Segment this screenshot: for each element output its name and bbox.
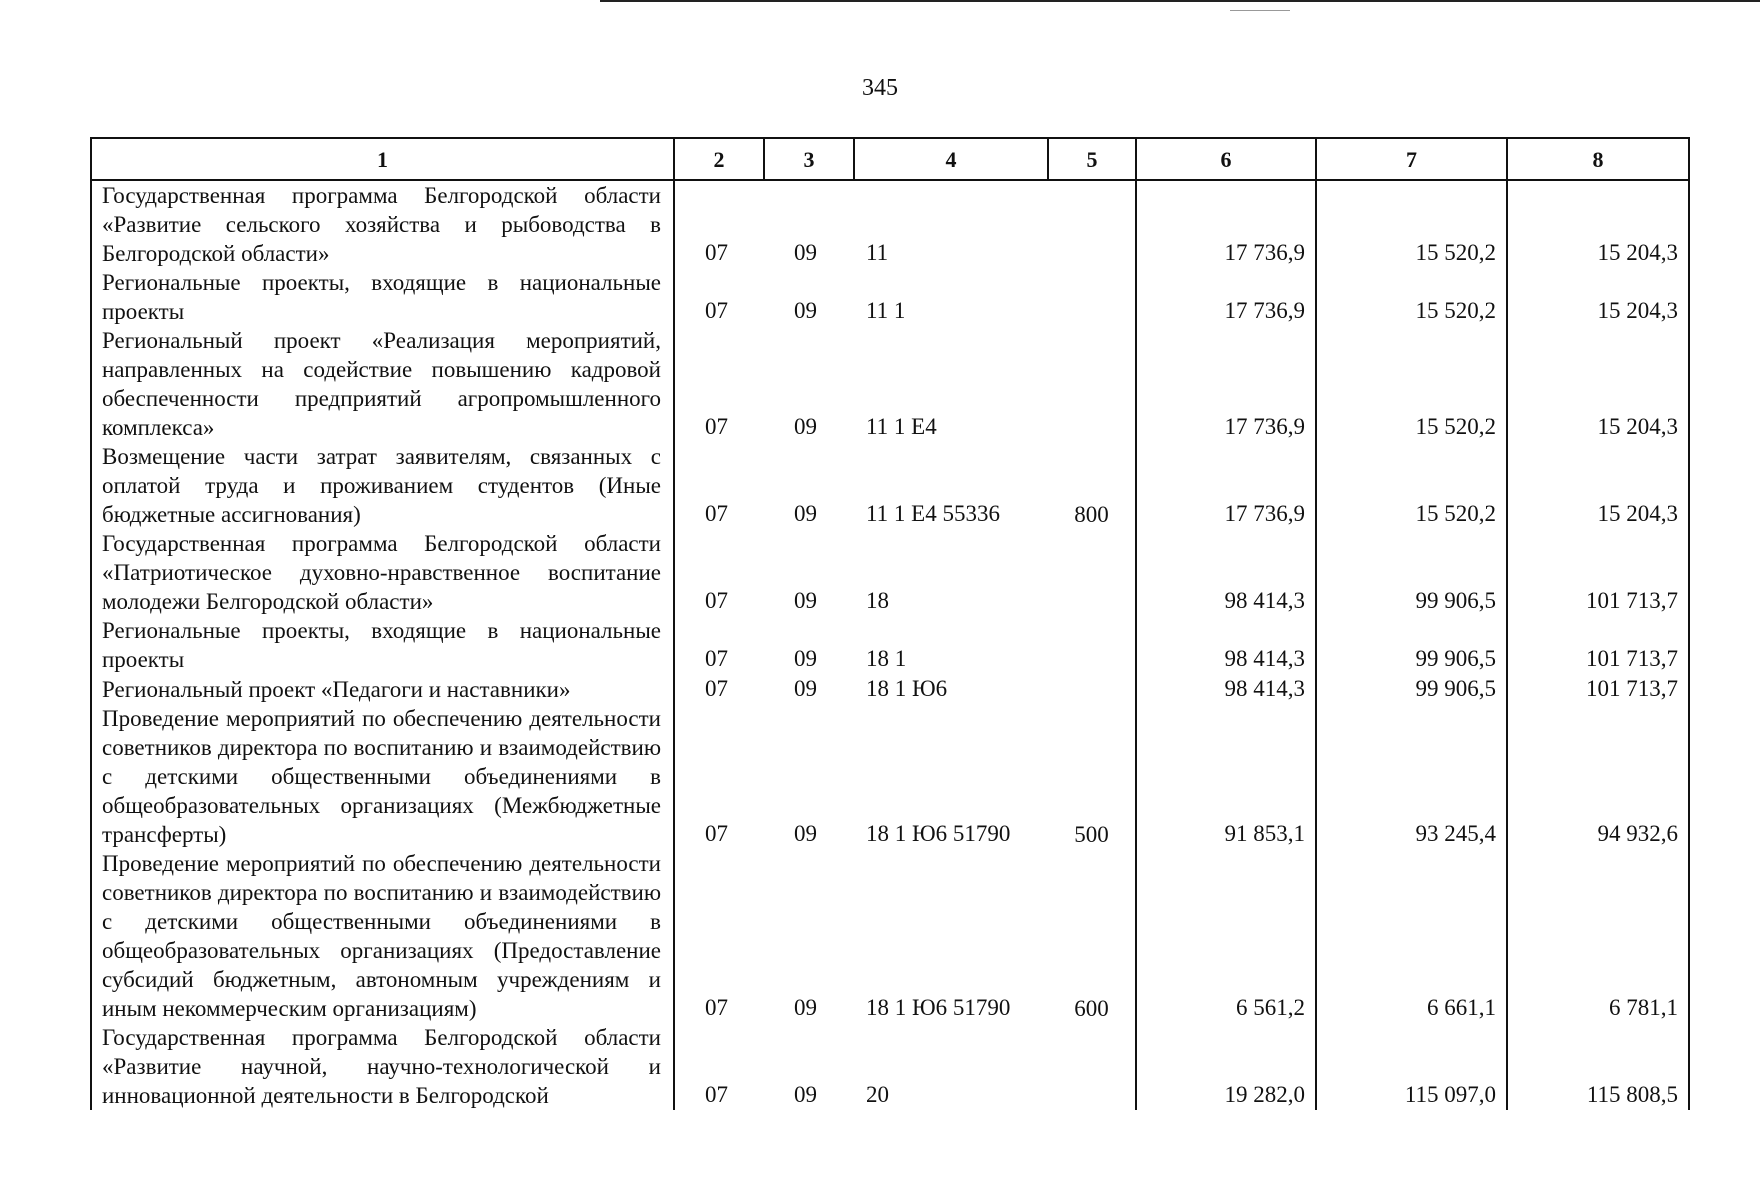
table-row [91,616,1689,674]
row-name-cell [91,326,674,442]
row-cell-c8: 15 204,3 [1507,268,1689,326]
row-cell-c5: 600 [1074,996,1109,1021]
row-cell-c8: 15 204,3 [1507,442,1689,529]
row-name-text: Региональные проекты, входящие в национальные проекты [102,270,661,324]
top-rule-fragment [1230,10,1290,11]
row-cell-c3: 09 [794,821,817,846]
row-cell-c3: 09 [794,588,817,613]
row-cell-c7: 15 520,2 [1316,268,1507,326]
row-cell-c2: 07 [674,674,764,704]
row-cell-c2: 07 [674,326,764,442]
row-cell-c2: 07 [674,616,764,674]
table-row [91,1023,1689,1110]
row-cell-c8: 101 713,7 [1507,616,1689,674]
row-cell-c7: 15 520,2 [1316,442,1507,529]
row-cell-c5 [1048,326,1136,442]
row-cell-c2: 07 [674,704,764,849]
col-header-4: 4 [854,138,1048,180]
table-row [91,849,1689,1023]
row-cell-c5 [1048,674,1136,704]
row-cell-c6: 6 561,2 [1136,849,1316,1023]
row-cell-c3: 09 [794,995,817,1020]
row-cell-c2: 07 [674,529,764,616]
row-cell-c4: 18 1 Ю6 51790 [866,995,1011,1020]
row-cell-c3: 09 [794,1082,817,1107]
col-header-6: 6 [1136,138,1316,180]
row-name-text: Возмещение части затрат заявителям, связанных с оплатой труда и проживанием студентов (Иные бюджетные ассигнования) [102,444,661,527]
row-cell-c4: 18 1 Ю6 51790 [866,821,1011,846]
table-row [91,704,1689,849]
col-header-2: 2 [674,138,764,180]
row-cell-c6: 17 736,9 [1136,326,1316,442]
row-cell-c7: 93 245,4 [1316,704,1507,849]
row-cell-c3: 09 [794,501,817,526]
page-number: 345 [862,75,898,101]
row-cell-c5 [1048,616,1136,674]
row-cell-c8: 101 713,7 [1507,674,1689,704]
row-cell-c8: 94 932,6 [1507,704,1689,849]
row-cell-c6: 98 414,3 [1136,674,1316,704]
row-cell-c5: 800 [1074,502,1109,527]
row-cell-c4: 18 1 Ю6 [866,676,948,701]
col-header-3: 3 [764,138,854,180]
row-name-text: Государственная программа Белгородской области «Развитие научной, научно-технологической и инновационной деятельности в Белгородской [102,1025,661,1108]
row-cell-c3: 09 [794,298,817,323]
row-cell-c8: 101 713,7 [1507,529,1689,616]
col-header-5: 5 [1048,138,1136,180]
col-header-8: 8 [1507,138,1689,180]
row-cell-c2: 07 [674,268,764,326]
header-row [91,138,1689,180]
row-cell-c3: 09 [794,676,817,701]
table-body [91,180,1689,1110]
row-cell-c6: 91 853,1 [1136,704,1316,849]
row-cell-c6: 17 736,9 [1136,268,1316,326]
row-cell-c7: 99 906,5 [1316,674,1507,704]
row-cell-c6: 17 736,9 [1136,180,1316,268]
row-name-cell [91,616,674,674]
row-cell-c4: 20 [866,1082,889,1107]
row-cell-c3: 09 [794,414,817,439]
row-cell-c7: 15 520,2 [1316,326,1507,442]
row-cell-c4: 11 [866,240,889,265]
row-name-text: Государственная программа Белгородской области «Развитие сельского хозяйства и рыбоводства в Белгородской области» [102,183,661,266]
row-cell-c7: 99 906,5 [1316,529,1507,616]
top-rule [600,0,1760,2]
row-cell-c8: 6 781,1 [1507,849,1689,1023]
row-cell-c6: 17 736,9 [1136,442,1316,529]
row-cell-c8: 15 204,3 [1507,326,1689,442]
row-cell-c6: 98 414,3 [1136,616,1316,674]
row-cell-c2: 07 [674,442,764,529]
row-cell-c2: 07 [674,180,764,268]
row-cell-c4: 11 1 Е4 [866,414,937,439]
row-cell-c8: 115 808,5 [1507,1023,1689,1110]
table-row [91,180,1689,268]
row-cell-c4: 18 [866,588,889,613]
row-name-text: Региональный проект «Реализация мероприятий, направленных на содействие повышению кадровой обеспеченности предприятий агропромышленного комплекса» [102,328,661,440]
row-cell-c6: 98 414,3 [1136,529,1316,616]
row-cell-c4: 11 1 Е4 55336 [866,501,1000,526]
row-name-cell [91,849,674,1023]
row-cell-c3: 09 [794,646,817,671]
row-cell-c7: 115 097,0 [1316,1023,1507,1110]
row-name-cell [91,442,674,529]
row-cell-c7: 99 906,5 [1316,616,1507,674]
table-row [91,326,1689,442]
col-header-7: 7 [1316,138,1507,180]
row-cell-c6: 19 282,0 [1136,1023,1316,1110]
row-name-text: Региональные проекты, входящие в национальные проекты [102,618,661,672]
row-cell-c4: 11 1 [866,298,906,323]
row-cell-c5 [1048,268,1136,326]
row-name-text: Региональный проект «Педагоги и наставники» [102,677,571,702]
row-name-cell [91,704,674,849]
row-cell-c8: 15 204,3 [1507,180,1689,268]
row-name-text: Проведение мероприятий по обеспечению деятельности советников директора по воспитанию и взаимодействию с детскими общественными объединениями в общеобразовательных организациях (Предоставление субсидий бюджетным, автономным учреждениям и иным некоммерческим организациям) [102,851,661,1021]
row-name-text: Проведение мероприятий по обеспечению деятельности советников директора по воспитанию и взаимодействию с детскими общественными объединениями в общеобразовательных организациях (Межбюджетные трансферты) [102,706,661,847]
row-cell-c2: 07 [674,1023,764,1110]
row-cell-c7: 6 661,1 [1316,849,1507,1023]
row-cell-c4: 18 1 [866,646,907,671]
table-row [91,529,1689,616]
row-cell-c5: 500 [1074,822,1109,847]
table-row [91,268,1689,326]
row-cell-c7: 15 520,2 [1316,180,1507,268]
row-cell-c5 [1048,180,1136,268]
table-row [91,674,1689,704]
row-name-cell [91,268,674,326]
row-cell-c5 [1048,529,1136,616]
row-name-cell [91,180,674,268]
row-name-cell [91,674,674,704]
row-cell-c2: 07 [674,849,764,1023]
table-row [91,442,1689,529]
row-name-cell [91,1023,674,1110]
row-name-text: Государственная программа Белгородской области «Патриотическое духовно-нравственное воспитание молодежи Белгородской области» [102,531,661,614]
row-name-cell [91,529,674,616]
row-cell-c5 [1048,1023,1136,1110]
row-cell-c3: 09 [794,240,817,265]
budget-table [90,137,1690,1110]
col-header-1: 1 [91,138,674,180]
